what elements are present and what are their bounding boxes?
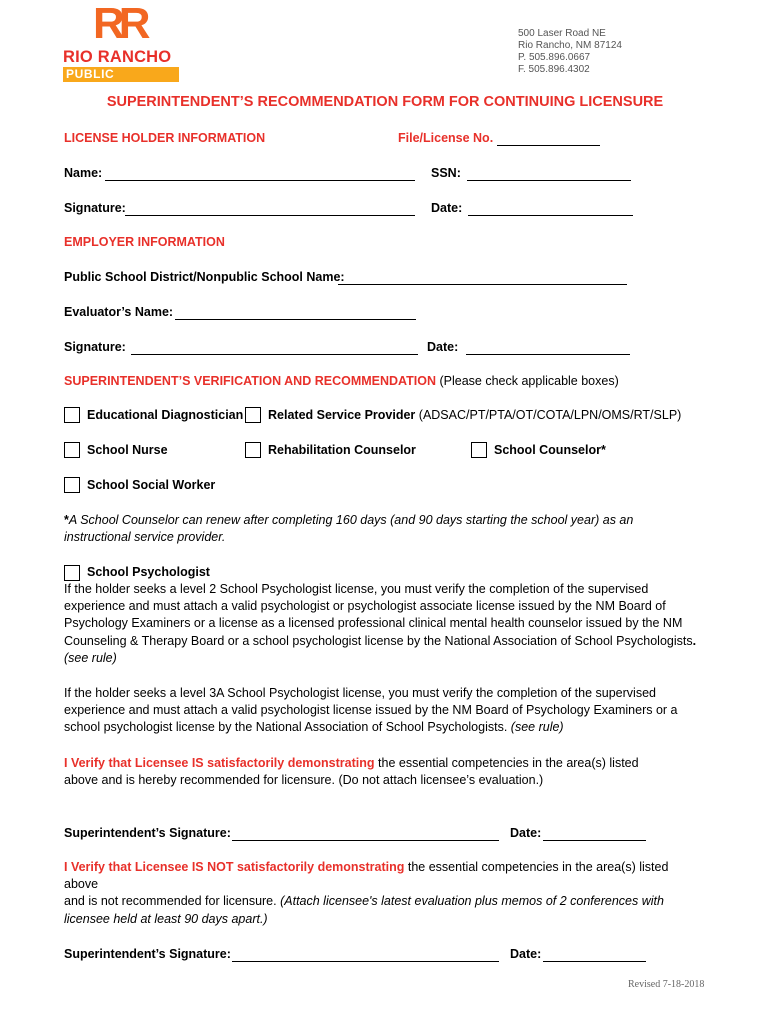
supt-date-no-field[interactable] [543,949,646,962]
employer-date-field[interactable] [466,342,630,355]
school-counselor-label: School Counselor* [494,443,606,457]
psych-level2-paragraph: If the holder seeks a level 2 School Psychologist license, you must verify the completion of the supervised experience and must attach a valid psychologist or psychologist associate license issued by the NM Board of Psychology Examiners or a license as a licensed professional clinical mental health counselor issued by the NM Counseling & Therapy Board or a school psychologist license by the National Association of School Psychologists. (see rule) [64,581,704,667]
holder-signature-label: Signature: [64,201,126,215]
supt-date-yes-field[interactable] [543,828,646,841]
fax-line: F. 505.896.4302 [518,64,590,75]
file-license-field[interactable] [497,133,600,146]
holder-date-label: Date: [431,201,463,215]
logo-name: RIO RANCHO [63,48,172,66]
see-rule-link: (see rule) [64,650,117,665]
holder-date-field[interactable] [468,203,633,216]
employer-signature-field[interactable] [131,342,418,355]
related-service-row [268,407,681,424]
verification-heading-row [64,373,619,390]
file-license-label: File/License No. [398,131,494,145]
verification-heading: SUPERINTENDENT’S VERIFICATION AND RECOMMENDATION [64,374,436,388]
employer-signature-label: Signature: [64,340,126,354]
license-holder-heading: LICENSE HOLDER INFORMATION [64,131,266,145]
ssn-label: SSN: [431,166,461,180]
supt-date-no-label: Date: [510,947,542,961]
recommend-yes-statement: I Verify that Licensee IS satisfactorily demonstrating the essential competencies in the area(s) listed above and is hereby recommended for licensure. (Do not attach licensee’s evaluation.) [64,756,639,788]
district-field[interactable] [338,272,627,285]
rehab-counselor-label: Rehabilitation Counselor [268,443,416,457]
social-worker-checkbox[interactable] [64,477,80,493]
revision-note: Revised 7-18-2018 [628,979,705,990]
school-nurse-checkbox[interactable] [64,442,80,458]
district-logo [63,0,183,95]
logo-subtitle: PUBLIC SCHOOLS [63,67,179,82]
holder-signature-field[interactable] [125,203,415,216]
supt-signature-no-label: Superintendent’s Signature: [64,947,231,961]
related-service-checkbox[interactable] [245,407,261,423]
name-field[interactable] [105,168,415,181]
employer-heading: EMPLOYER INFORMATION [64,235,225,249]
verification-note: (Please check applicable boxes) [439,374,619,388]
name-label: Name: [64,166,103,180]
school-psychologist-checkbox[interactable] [64,565,80,581]
address-block [518,28,622,76]
psych-level3a-paragraph: If the holder seeks a level 3A School Psychologist license, you must verify the completion of the supervised experience and must attach a valid psychologist license issued by the NM Board of Psychology Examiners or a school psychologist license by the National Association of School Psychologists. (see rule) [64,686,678,735]
ed-diag-label: Educational Diagnostician [87,408,244,422]
supt-signature-yes-field[interactable] [232,828,499,841]
supt-signature-no-field[interactable] [232,949,499,962]
address-line: 500 Laser Road NE [518,28,606,39]
supt-signature-yes-label: Superintendent’s Signature: [64,826,231,840]
employer-date-label: Date: [427,340,459,354]
school-nurse-label: School Nurse [87,443,168,457]
school-psychologist-label: School Psychologist [87,565,210,579]
rehab-counselor-checkbox[interactable] [245,442,261,458]
ssn-field[interactable] [467,168,631,181]
evaluator-field[interactable] [175,307,416,320]
school-counselor-checkbox[interactable] [471,442,487,458]
district-label: Public School District/Nonpublic School Name: [64,270,345,284]
evaluator-label: Evaluator’s Name: [64,305,174,319]
ed-diag-checkbox[interactable] [64,407,80,423]
phone-line: P. 505.896.0667 [518,52,591,63]
recommend-no-statement: I Verify that Licensee IS NOT satisfactorily demonstrating the essential competencies in the area(s) listed above and is not recommended for licensure. (Attach licensee's latest evaluation plus memos of 2 conferences with licensee held at least 90 days apart.) [64,860,669,926]
counselor-note: *A School Counselor can renew after completing 160 days (and 90 days starting the school year) as an instructional service provider. [64,513,634,545]
supt-date-yes-label: Date: [510,826,542,840]
address-line: Rio Rancho, NM 87124 [518,40,622,51]
form-title: SUPERINTENDENT’S RECOMMENDATION FORM FOR CONTINUING LICENSURE [106,94,664,110]
logo-monogram: RR [93,0,145,48]
social-worker-label: School Social Worker [87,478,216,492]
related-service-label: Related Service Provider [268,408,416,422]
related-service-note: (ADSAC/PT/PTA/OT/COTA/LPN/OMS/RT/SLP) [418,408,682,422]
